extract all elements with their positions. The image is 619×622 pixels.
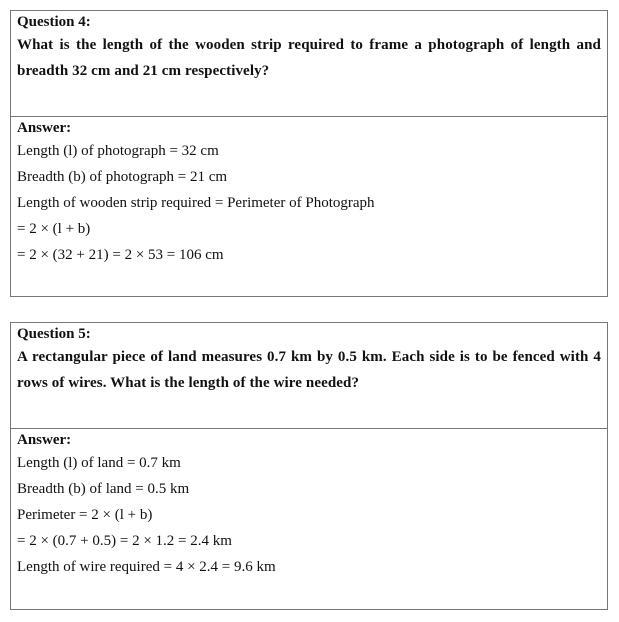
question-section: [11, 323, 607, 429]
answer-line: Breadth (b) of photograph = 21 cm: [17, 169, 228, 185]
answer-line: = 2 × (32 + 21) = 2 × 53 = 106 cm: [17, 247, 224, 263]
answer-line: = 2 × (0.7 + 0.5) = 2 × 1.2 = 2.4 km: [17, 533, 232, 549]
question-text: What is the length of the wooden strip required to frame a photograph of length and breadth 32 cm and 21 cm respectively?: [17, 37, 601, 79]
answer-line: Perimeter = 2 × (l + b): [17, 507, 153, 523]
question-4-card: [10, 10, 608, 297]
answer-line: Length of wooden strip required = Perimeter of Photograph: [17, 195, 375, 211]
answer-line: Breadth (b) of land = 0.5 km: [17, 481, 190, 497]
answer-line: Length of wire required = 4 × 2.4 = 9.6 km: [17, 559, 276, 575]
answer-line: Length (l) of photograph = 32 cm: [17, 143, 219, 159]
answer-section: [11, 429, 607, 580]
answer-section: [11, 117, 607, 268]
question-text: A rectangular piece of land measures 0.7 km by 0.5 km. Each side is to be fenced with 4 rows of wires. What is the length of the wire needed?: [17, 349, 601, 391]
answer-line: = 2 × (l + b): [17, 221, 91, 237]
question-5-card: [10, 322, 608, 610]
question-section: [11, 11, 607, 117]
answer-line: Length (l) of land = 0.7 km: [17, 455, 181, 471]
answer-title: Answer:: [17, 120, 72, 136]
answer-title: Answer:: [17, 432, 72, 448]
question-title: Question 4:: [17, 14, 91, 30]
question-title: Question 5:: [17, 326, 91, 342]
